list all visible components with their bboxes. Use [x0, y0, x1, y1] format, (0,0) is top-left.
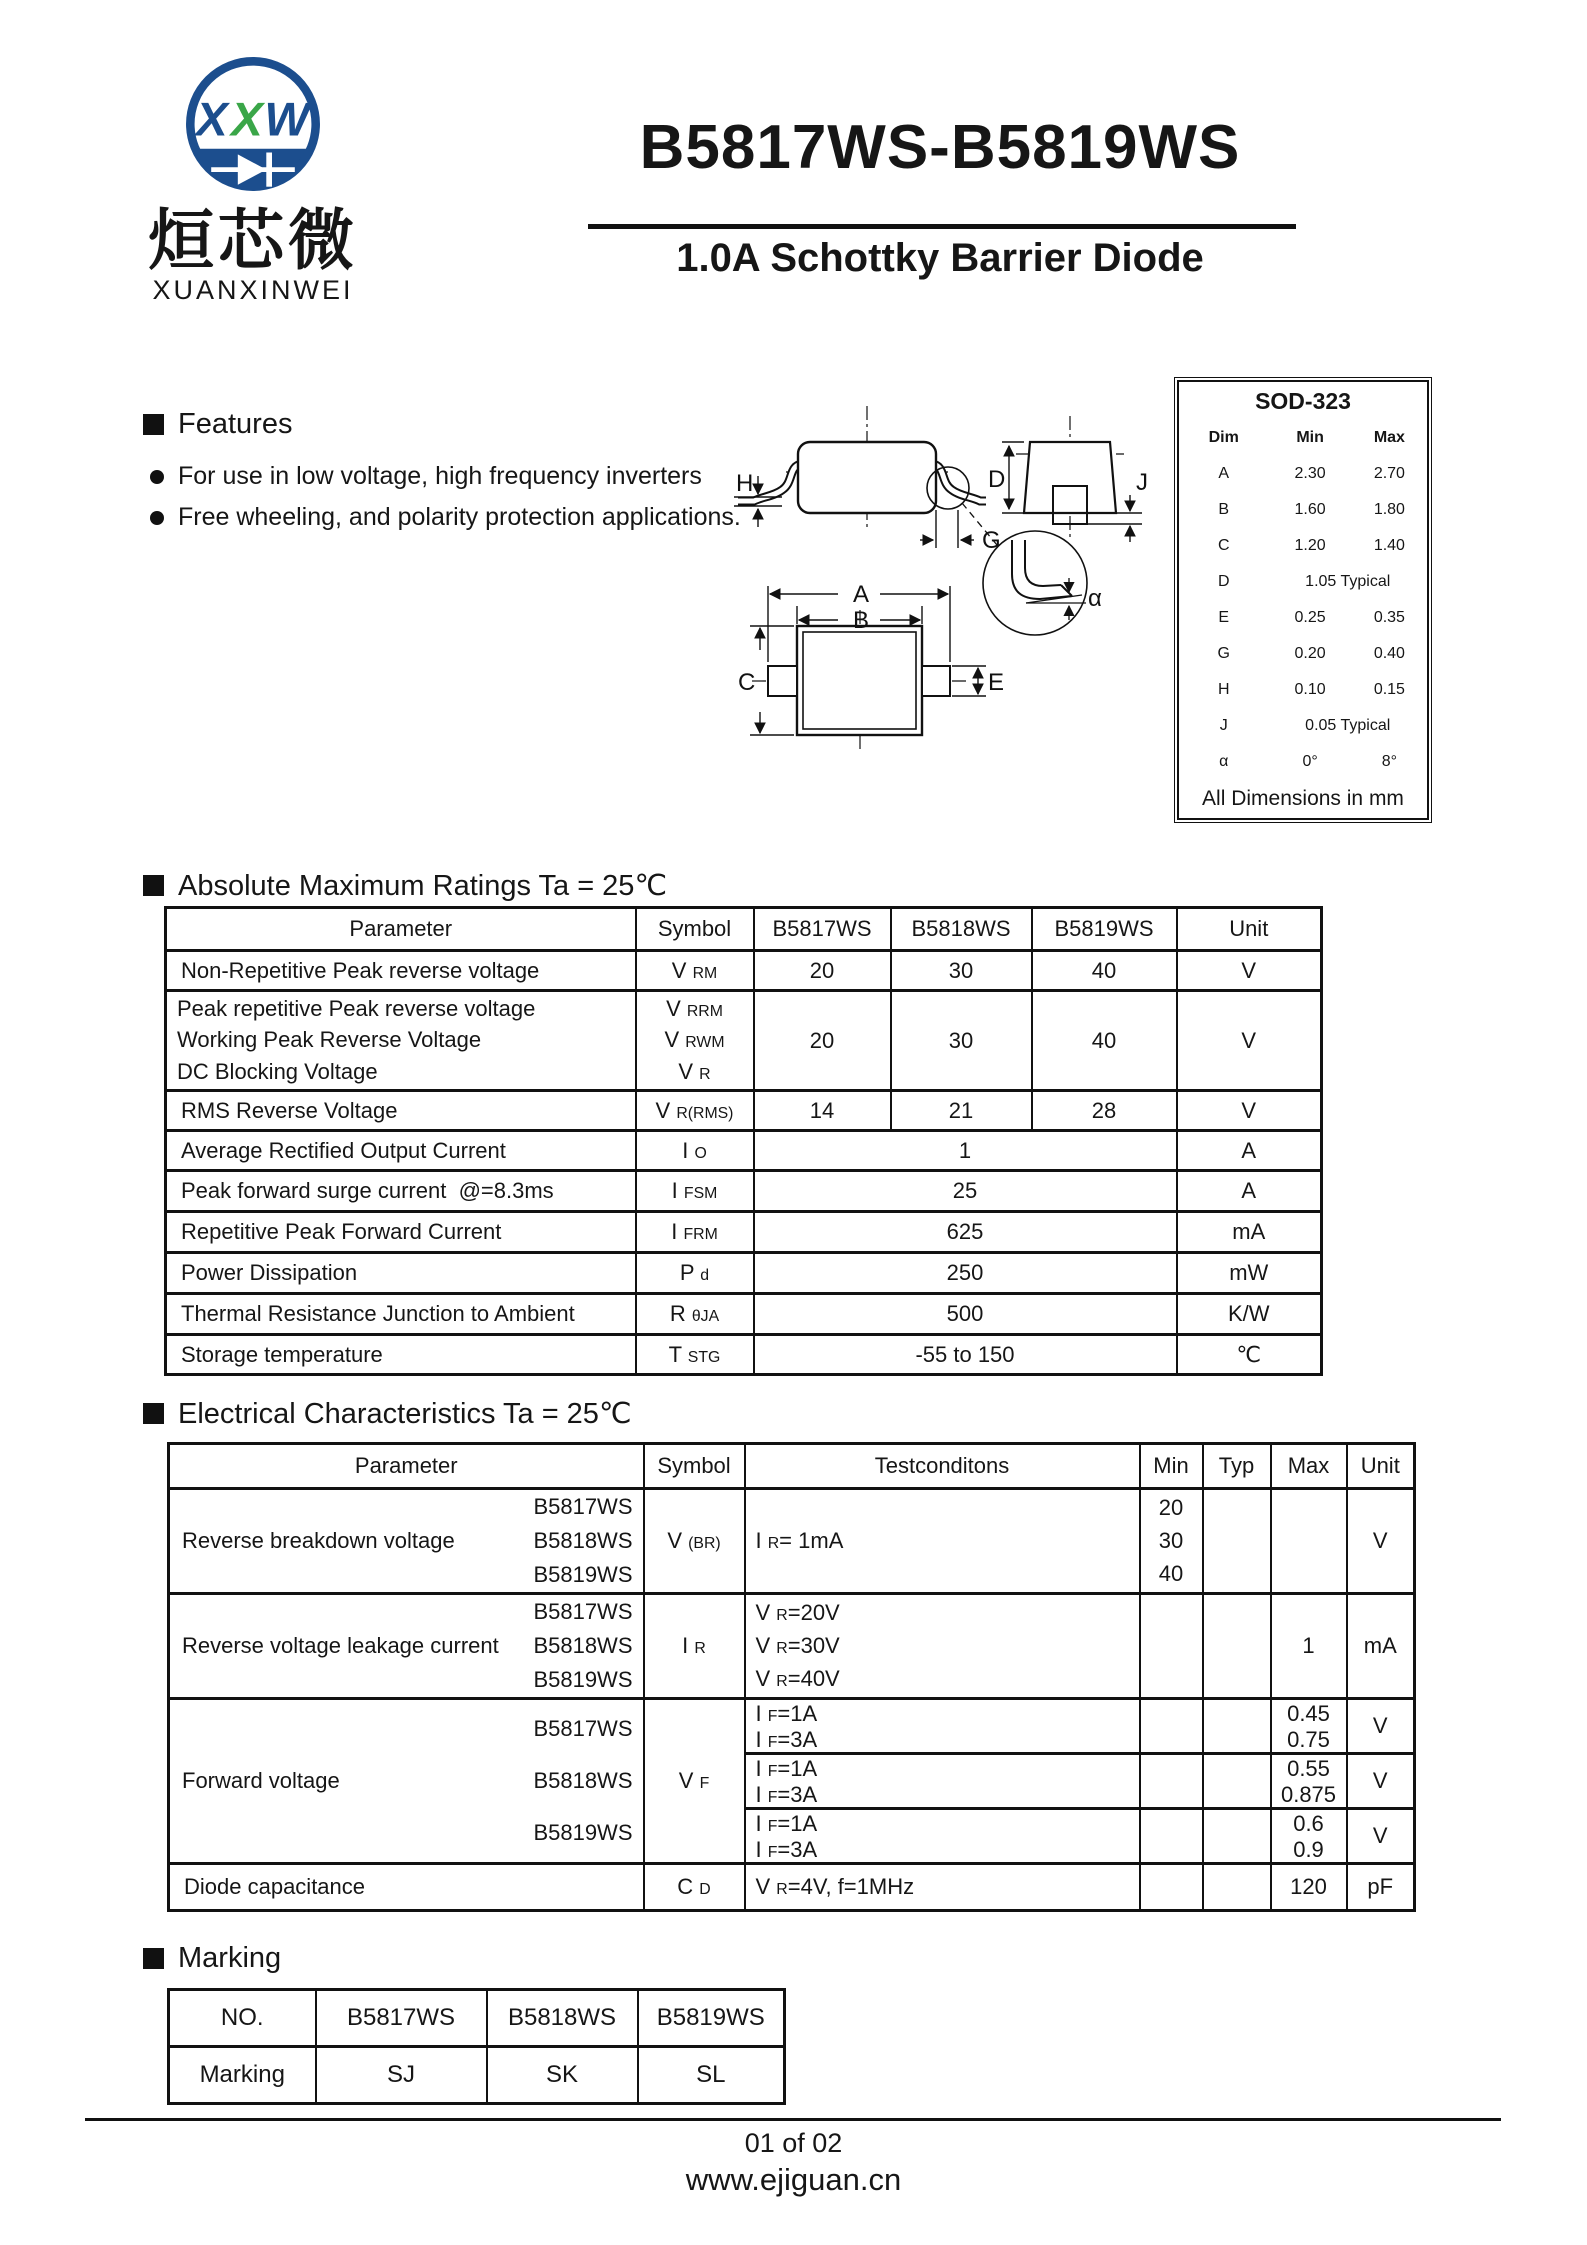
logo-monogram-letter: W — [264, 93, 310, 147]
table-row: Reverse breakdown voltage B5817WS B5818WS B5819WS V (BR) I R= 1mA 20 30 40 V — [169, 1489, 1415, 1594]
table-header-row: Parameter Symbol B5817WS B5818WS B5819WS Unit — [166, 908, 1322, 951]
marking-table — [167, 1988, 786, 2105]
table-row: Forward voltage B5817WS B5818WS B5819WS V F I F=1A I F=3A 0.45 0.75 V — [169, 1699, 1415, 1754]
electrical-characteristics-table — [167, 1442, 1416, 1912]
dim-label-b: B — [853, 607, 870, 634]
package-dimensions-table — [1174, 377, 1432, 823]
absolute-maximum-ratings-table — [164, 906, 1323, 1376]
table-row: Repetitive Peak Forward Current I FRM 625 mA — [166, 1212, 1322, 1253]
table-row: G 0.20 0.40 — [1217, 645, 1405, 662]
elec-char-heading — [143, 1396, 632, 1431]
table-row: C 1.20 1.40 — [1217, 537, 1405, 554]
dim-label-j: J — [1136, 469, 1148, 496]
section-square-icon — [143, 875, 164, 896]
abs-max-title: Absolute Maximum Ratings Ta = 25℃ — [178, 870, 668, 902]
table-row: B 1.60 1.80 — [1218, 501, 1405, 518]
dimensions-note: All Dimensions in mm — [1202, 787, 1404, 810]
feature-item — [150, 462, 702, 491]
logo-monogram-letter: X — [231, 93, 263, 147]
logo-monogram-letter: X — [196, 93, 228, 147]
table-row: Storage temperature T STG -55 to 150 ℃ — [166, 1335, 1322, 1375]
features-heading — [143, 408, 292, 441]
abs-max-heading — [143, 868, 667, 903]
table-header-row: Parameter Symbol Testconditons Min Typ Max Unit — [169, 1444, 1415, 1489]
table-row: H 0.10 0.15 — [1217, 681, 1405, 698]
website-url: www.ejiguan.cn — [685, 2162, 902, 2197]
bullet-icon — [150, 511, 164, 525]
page-title: B5817WS-B5819WS — [639, 113, 1241, 182]
page-number: 01 of 02 — [744, 2128, 843, 2158]
table-row: E 0.25 0.35 — [1218, 609, 1405, 626]
table-row: J 0.05 Typical — [1219, 717, 1391, 734]
feature-text: Free wheeling, and polarity protection applications. — [178, 503, 741, 531]
company-name-en: XUANXINWEI — [152, 275, 354, 305]
bullet-icon — [150, 470, 164, 484]
dim-label-e: E — [988, 669, 1005, 696]
table-row: α 0° 8° — [1219, 753, 1398, 770]
section-square-icon — [143, 414, 164, 435]
section-square-icon — [143, 1948, 164, 1969]
dim-label-alpha: α — [1088, 585, 1102, 612]
package-outline-drawing — [690, 398, 1170, 798]
marking-heading — [143, 1942, 281, 1975]
table-row: Peak forward surge current @=8.3ms I FSM 25 A — [166, 1171, 1322, 1212]
dim-label-h: H — [736, 470, 754, 497]
table-row: Peak repetitive Peak reverse voltage Working Peak Reverse Voltage DC Blocking Voltage V RRM V RWM V R 20 30 40 V — [166, 991, 1322, 1091]
col-header: Min — [1296, 429, 1324, 446]
table-row: D 1.05 Typical — [1217, 573, 1391, 590]
title-divider — [588, 224, 1296, 229]
dim-label-d: D — [988, 466, 1006, 493]
dim-label-c: C — [738, 669, 756, 696]
feature-text: For use in low voltage, high frequency inverters — [178, 462, 702, 490]
table-row: I F=1A I F=3A 0.6 0.9 V — [169, 1809, 1415, 1864]
table-row: Thermal Resistance Junction to Ambient R θJA 500 K/W — [166, 1294, 1322, 1335]
dim-label-a: A — [853, 581, 870, 608]
feature-item — [150, 503, 741, 532]
features-title: Features — [178, 408, 293, 440]
dim-label-g: G — [982, 527, 1001, 554]
table-row: I F=1A I F=3A 0.55 0.875 V — [169, 1754, 1415, 1809]
footer-divider — [85, 2118, 1501, 2121]
table-row: Diode capacitance C D V R=4V, f=1MHz 120 pF — [169, 1864, 1415, 1911]
table-row: Marking SJ SK SL — [169, 2047, 785, 2104]
col-header: Dim — [1208, 429, 1239, 446]
col-header: Max — [1373, 429, 1405, 446]
table-header-row: NO. B5817WS B5818WS B5819WS — [169, 1990, 785, 2047]
table-row: RMS Reverse Voltage V R(RMS) 14 21 28 V — [166, 1091, 1322, 1131]
table-row: Power Dissipation P d 250 mW — [166, 1253, 1322, 1294]
table-row: Non-Repetitive Peak reverse voltage V RM 20 30 40 V — [166, 951, 1322, 991]
package-name: SOD-323 — [1255, 387, 1351, 414]
elec-char-title: Electrical Characteristics Ta = 25℃ — [178, 1398, 632, 1430]
company-name-cn: 烜芯微 — [148, 203, 358, 277]
table-row: Reverse voltage leakage current B5817WS B5818WS B5819WS I R V R=20V V R=30V V R=40V 1 mA — [169, 1594, 1415, 1699]
table-row: Average Rectified Output Current I O 1 A — [166, 1131, 1322, 1171]
table-row: A 2.30 2.70 — [1218, 465, 1405, 482]
company-logo — [98, 48, 408, 306]
logo-mark-icon — [177, 48, 329, 200]
marking-title: Marking — [178, 1942, 282, 1974]
page-subtitle: 1.0A Schottky Barrier Diode — [676, 236, 1204, 280]
section-square-icon — [143, 1403, 164, 1424]
